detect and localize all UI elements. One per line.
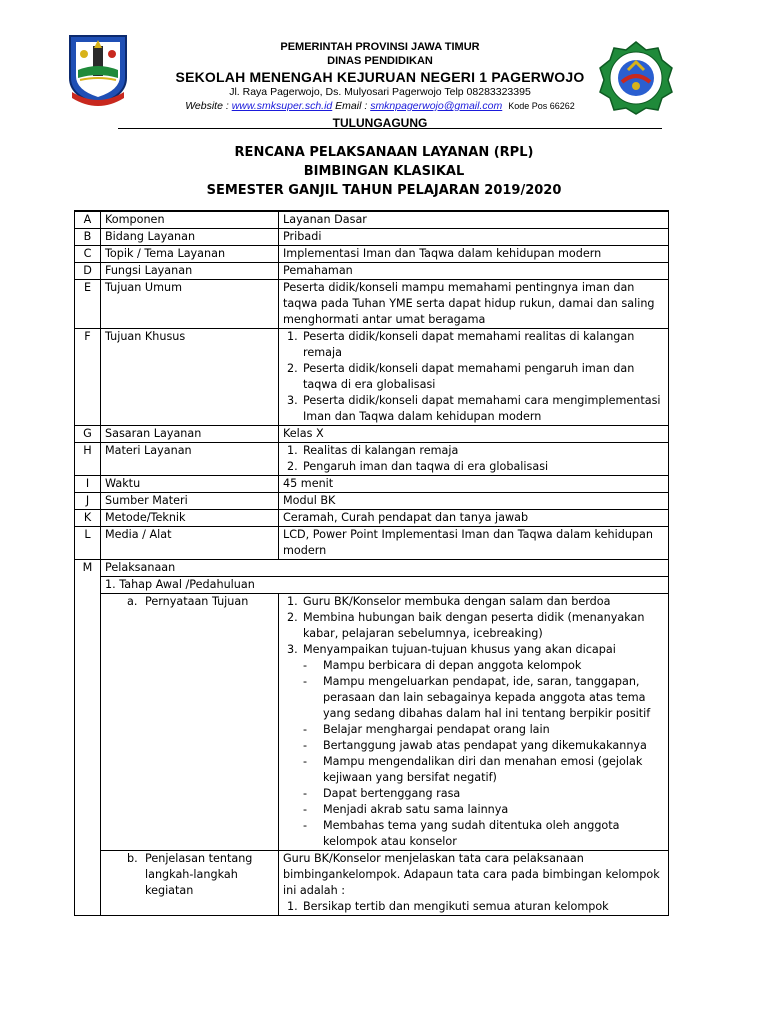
- row-letter: E: [75, 280, 101, 329]
- dash-item: - Membahas tema yang sudah ditentuka oleh anggota kelompok atau konselor: [303, 819, 620, 848]
- jawa-timur-province-emblem-icon: [66, 32, 130, 106]
- row-letter: A: [75, 211, 101, 229]
- row-value: 45 menit: [279, 476, 669, 493]
- row-label: Sumber Materi: [101, 493, 279, 510]
- item-number: 1.: [287, 330, 298, 343]
- table-row: [75, 280, 669, 329]
- school-name: SEKOLAH MENENGAH KEJURUAN NEGERI 1 PAGERWOJO: [175, 69, 585, 85]
- website-label: Website :: [185, 100, 232, 112]
- dash-item: - Dapat bertenggang rasa: [303, 787, 461, 800]
- table-row: [75, 211, 669, 229]
- dash-text: Belajar menghargai pendapat orang lain: [323, 723, 550, 736]
- table-row: [75, 263, 669, 280]
- row-value: Layanan Dasar: [279, 211, 669, 229]
- row-label: Tujuan Umum: [101, 280, 279, 329]
- school-address: Jl. Raya Pagerwojo, Ds. Mulyosari Pagerwojo Telp 08283323395: [229, 86, 531, 98]
- dash-text: Membahas tema yang sudah ditentuka oleh anggota kelompok atau konselor: [323, 819, 620, 848]
- table-row: [75, 851, 669, 916]
- row-letter: K: [75, 510, 101, 527]
- list-item: [283, 393, 664, 425]
- item-text: Peserta didik/konseli dapat memahami pengaruh iman dan taqwa di era globalisasi: [303, 362, 635, 391]
- sub-text: Pernyataan Tujuan: [145, 595, 249, 608]
- list-item: [283, 610, 664, 642]
- title-line1: RENCANA PELAKSANAAN LAYANAN (RPL): [234, 145, 534, 160]
- rpl-table: [74, 210, 669, 916]
- row-letter: C: [75, 246, 101, 263]
- list-item: [283, 459, 664, 475]
- row-letter: L: [75, 527, 101, 560]
- row-value: [279, 851, 669, 916]
- dash-item: - Menjadi akrab satu sama lainnya: [303, 803, 509, 816]
- table-row: [75, 229, 669, 246]
- row-value: Implementasi Iman dan Taqwa dalam kehidupan modern: [279, 246, 669, 263]
- row-label: Tujuan Khusus: [101, 329, 279, 426]
- item-text: Menyampaikan tujuan-tujuan khusus yang akan dicapai: [303, 643, 616, 656]
- item-text: Membina hubungan baik dengan peserta didik (menanyakan kabar, pelajaran sebelumnya, icebreaking): [303, 611, 645, 640]
- row-label: Waktu: [101, 476, 279, 493]
- item-text: Peserta didik/konseli dapat memahami realitas di kalangan remaja: [303, 330, 635, 359]
- table-row: [75, 510, 669, 527]
- dash-item: - Mampu berbicara di depan anggota kelompok: [303, 659, 582, 672]
- tujuan-khusus-list: [283, 329, 664, 425]
- row-label: Komponen: [101, 211, 279, 229]
- row-label: Topik / Tema Layanan: [101, 246, 279, 263]
- row-value: Ceramah, Curah pendapat dan tanya jawab: [279, 510, 669, 527]
- row-label: Metode/Teknik: [101, 510, 279, 527]
- item-text: Realitas di kalangan remaja: [303, 444, 459, 457]
- row-letter: F: [75, 329, 101, 426]
- list-item: [283, 329, 664, 361]
- letterhead-line2: DINAS PENDIDIKAN: [327, 55, 433, 67]
- dash-text: Dapat bertenggang rasa: [323, 787, 461, 800]
- item-text: Peserta didik/konseli dapat memahami cara mengimplementasi Iman dan Taqwa dalam kehidupan modern: [303, 394, 661, 423]
- row-label: Sasaran Layanan: [101, 426, 279, 443]
- sub-label-a: [105, 594, 274, 610]
- row-value: [279, 329, 669, 426]
- sub-label: [101, 594, 279, 851]
- row-value: Pribadi: [279, 229, 669, 246]
- item-text: Pengaruh iman dan taqwa di era globalisasi: [303, 460, 549, 473]
- smk-negeri-1-pagerwojo-emblem-icon: [598, 40, 674, 116]
- title-line2: BIMBINGAN KLASIKAL: [303, 164, 465, 179]
- item-number: 1.: [287, 444, 298, 457]
- row-letter: G: [75, 426, 101, 443]
- letterhead-divider: [118, 128, 662, 129]
- letterhead-line1: PEMERINTAH PROVINSI JAWA TIMUR: [280, 41, 480, 53]
- sub-label-b: [105, 851, 274, 899]
- row-letter: H: [75, 443, 101, 476]
- table-row: [75, 577, 669, 594]
- sub-letter: a.: [127, 595, 138, 608]
- website-link[interactable]: www.smksuper.sch.id: [231, 100, 333, 112]
- table-row: [75, 560, 669, 577]
- row-label: Bidang Layanan: [101, 229, 279, 246]
- list-item: [283, 361, 664, 393]
- row-letter: J: [75, 493, 101, 510]
- item-text: Bersikap tertib dan mengikuti semua aturan kelompok: [303, 900, 609, 913]
- letterhead: [130, 40, 630, 131]
- table-row: [75, 476, 669, 493]
- dash-item: - Mampu mengeluarkan pendapat, ide, saran, tanggapan, perasaan dan lain sebagainya kepada anggota atas tema yang sedang dibahas dalam hal ini tentang berpikir positif: [303, 675, 651, 720]
- row-label: Pelaksanaan: [101, 560, 669, 577]
- row-value: Peserta didik/konseli mampu memahami pentingnya iman dan taqwa pada Tuhan YME serta dapat hidup rukun, damai dan saling menghormati antar umat beragama: [279, 280, 669, 329]
- item-number: 1.: [287, 900, 298, 913]
- email-label: Email :: [332, 100, 371, 112]
- item-number: 2.: [287, 611, 298, 624]
- table-row: [75, 329, 669, 426]
- item-number: 2.: [287, 362, 298, 375]
- dash-text: Mampu berbicara di depan anggota kelompok: [323, 659, 582, 672]
- list-item: [283, 443, 664, 459]
- table-row: [75, 594, 669, 851]
- list-item: [283, 642, 664, 658]
- sub-text: Penjelasan tentang langkah-langkah kegiatan: [145, 852, 253, 897]
- row-value: Pemahaman: [279, 263, 669, 280]
- sub-label: [101, 851, 279, 916]
- document-title: [0, 143, 768, 200]
- postal-code: Kode Pos 66262: [508, 101, 575, 111]
- city: TULUNGAGUNG: [332, 116, 428, 130]
- row-value: Kelas X: [279, 426, 669, 443]
- list-item: [283, 899, 664, 915]
- dash-text: Bertanggung jawab atas pendapat yang dikemukakannya: [323, 739, 647, 752]
- row-value: [279, 594, 669, 851]
- sub-letter: b.: [127, 852, 138, 865]
- table-row: [75, 426, 669, 443]
- email-link[interactable]: smknpagerwojo@gmail.com: [370, 100, 503, 112]
- row-value: LCD, Power Point Implementasi Iman dan Taqwa dalam kehidupan modern: [279, 527, 669, 560]
- dash-item: - Bertanggung jawab atas pendapat yang dikemukakannya: [303, 739, 647, 752]
- row-value: [279, 443, 669, 476]
- materi-list: [283, 443, 664, 475]
- dash-text: Mampu mengeluarkan pendapat, ide, saran, tanggapan, perasaan dan lain sebagainya kepada anggota atas tema yang sedang dibahas dalam hal ini tentang berpikir positif: [323, 675, 651, 720]
- item-text: Guru BK/Konselor membuka dengan salam dan berdoa: [303, 595, 611, 608]
- item-number: 1.: [287, 595, 298, 608]
- item-number: 3.: [287, 643, 298, 656]
- item-number: 3.: [287, 394, 298, 407]
- row-label: Fungsi Layanan: [101, 263, 279, 280]
- penjelasan-text: Guru BK/Konselor menjelaskan tata cara pelaksanaan bimbingankelompok. Adapaun tata cara pada bimbingan kelompok ini adalah :: [283, 852, 660, 897]
- pernyataan-list: [283, 594, 664, 658]
- table-row: [75, 493, 669, 510]
- title-line3: SEMESTER GANJIL TAHUN PELAJARAN 2019/2020: [206, 183, 562, 198]
- list-item: [283, 594, 664, 610]
- row-label: Materi Layanan: [101, 443, 279, 476]
- table-row: [75, 246, 669, 263]
- row-letter: I: [75, 476, 101, 493]
- row-letter: D: [75, 263, 101, 280]
- table-row: [75, 527, 669, 560]
- aturan-list: [283, 899, 664, 915]
- dash-item: - Belajar menghargai pendapat orang lain: [303, 723, 550, 736]
- row-letter: B: [75, 229, 101, 246]
- dash-text: Menjadi akrab satu sama lainnya: [323, 803, 509, 816]
- dash-text: Mampu mengendalikan diri dan menahan emosi (gejolak kejiwaan yang bersifat negatif): [323, 755, 643, 784]
- row-value: Modul BK: [279, 493, 669, 510]
- table-row: [75, 443, 669, 476]
- item-number: 2.: [287, 460, 298, 473]
- row-letter: M: [75, 560, 101, 916]
- tujuan-dash-list: [283, 658, 664, 850]
- dash-item: - Mampu mengendalikan diri dan menahan emosi (gejolak kejiwaan yang bersifat negatif): [303, 755, 643, 784]
- row-label: Media / Alat: [101, 527, 279, 560]
- stage-heading: 1. Tahap Awal /Pedahuluan: [101, 577, 669, 594]
- contact-line: [130, 99, 630, 113]
